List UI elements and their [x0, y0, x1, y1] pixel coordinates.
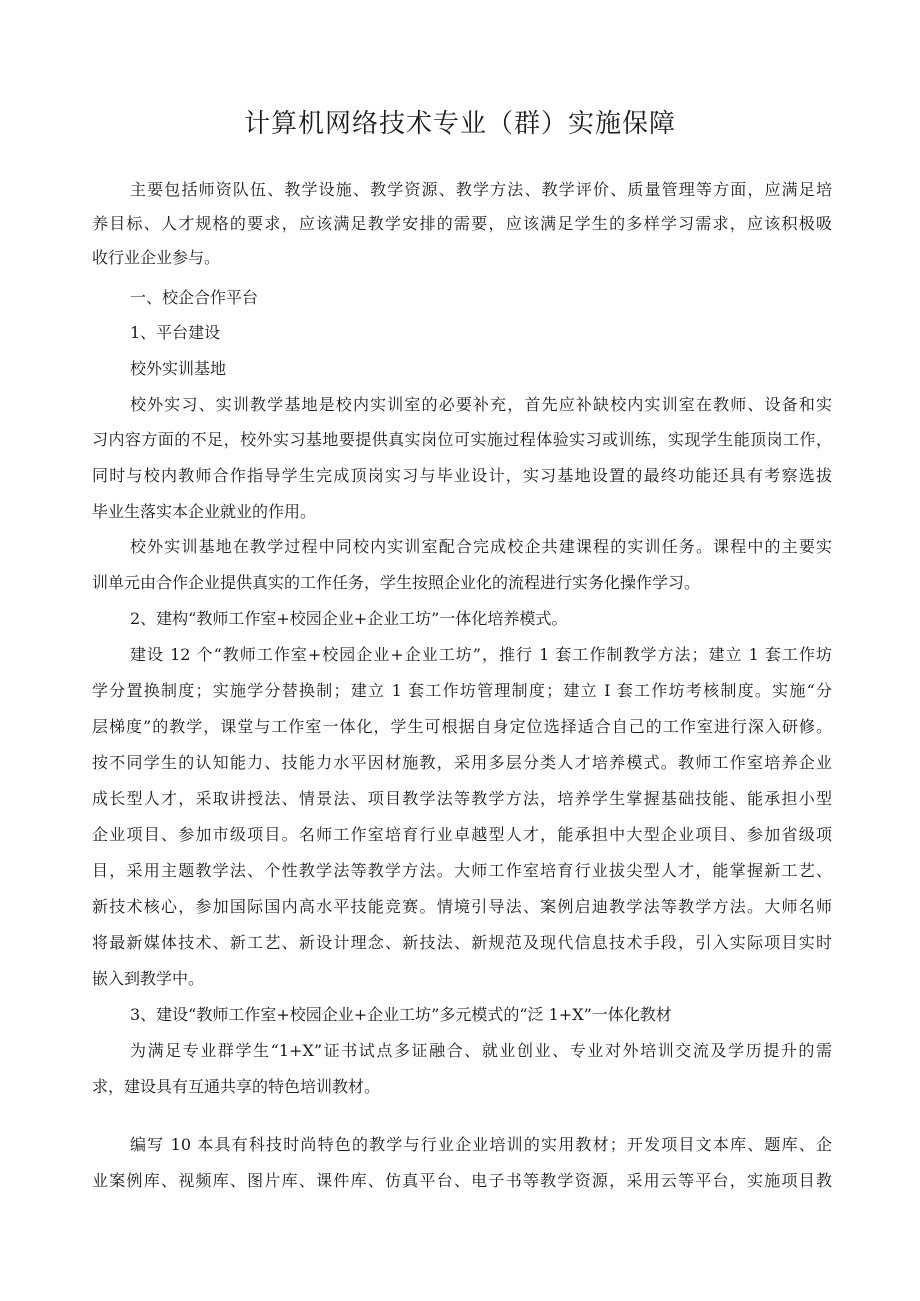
paragraph-line: 主要包括师资队伍、教学设施、教学资源、教学方法、教学评价、质量管理等方面，应满足培 — [130, 180, 832, 199]
paragraph-line: 校外实习、实训教学基地是校内实训室的必要补充，首先应补缺校内实训室在教师、设备和实 — [130, 395, 832, 414]
page-title: 计算机网络技术专业（群）实施保障 — [243, 109, 676, 139]
subheading: 校外实训基地 — [130, 359, 227, 378]
paragraph-line: 企业项目、参加市级项目。名师工作室培育行业卓越型人才，能承担中大型企业项目、参加省级项 — [92, 825, 832, 844]
section-heading: 一、校企合作平台 — [130, 288, 259, 307]
paragraph-line: 毕业生落实本企业就业的作用。 — [92, 502, 317, 521]
paragraph-line: 为满足专业群学生“1+X”证书试点多证融合、就业创业、专业对外培训交流及学历提升的需 — [130, 1041, 832, 1060]
subsection-heading: 1、平台建设 — [130, 323, 221, 342]
paragraph-line: 将最新媒体技术、新工艺、新设计理念、新技法、新规范及现代信息技术手段，引入实际项目实时 — [92, 933, 832, 952]
paragraph-line: 校外实训基地在教学过程中同校内实训室配合完成校企共建课程的实训任务。课程中的主要实 — [130, 537, 832, 556]
paragraph-line: 编写 10 本具有科技时尚特色的教学与行业企业培训的实用教材；开发项目文本库、题库、企 — [130, 1135, 832, 1154]
subsection-heading: 2、建构“教师工作室+校园企业+企业工坊”一体化培养模式。 — [130, 609, 568, 628]
paragraph-line: 新技术核心，参加国际国内高水平技能竞赛。情境引导法、案例启迪教学法等教学方法。大师名师 — [92, 897, 832, 916]
paragraph-line: 收行业企业参与。 — [92, 248, 221, 267]
paragraph-line: 建设 12 个“教师工作室+校园企业+企业工坊”，推行 1 套工作制教学方法；建立 1 套工作坊 — [130, 645, 832, 664]
paragraph-line: 成长型人才，采取讲授法、情景法、项目教学法等教学方法，培养学生掌握基础技能、能承担小型 — [92, 789, 832, 808]
paragraph-line: 目，采用主题教学法、个性教学法等教学方法。大师工作室培育行业拔尖型人才，能掌握新工艺、 — [92, 861, 832, 880]
paragraph-line: 按不同学生的认知能力、技能力水平因材施教，采用多层分类人才培养模式。教师工作室培养企业 — [92, 753, 832, 772]
subsection-heading: 3、建设“教师工作室+校园企业+企业工坊”多元模式的“泛 1+X”一体化教材 — [130, 1005, 672, 1024]
paragraph-line: 学分置换制度；实施学分替换制；建立 1 套工作坊管理制度；建立 I 套工作坊考核制度。实施“分 — [92, 681, 832, 700]
paragraph-line: 训单元由合作企业提供真实的工作任务，学生按照企业化的流程进行实务化操作学习。 — [92, 573, 701, 592]
paragraph-line: 养目标、人才规格的要求，应该满足教学安排的需要，应该满足学生的多样学习需求，应该积极吸 — [92, 214, 832, 233]
paragraph-line: 习内容方面的不足，校外实习基地要提供真实岗位可实施过程体验实习或训练，实现学生能顶岗工作， — [92, 430, 832, 449]
paragraph-line: 层梯度”的教学，课堂与工作室一体化，学生可根据自身定位选择适合自己的工作室进行深入研修。 — [92, 717, 832, 736]
paragraph-line: 同时与校内教师合作指导学生完成顶岗实习与毕业设计，实习基地设置的最终功能还具有考察选拔 — [92, 466, 832, 485]
paragraph-line: 求，建设具有互通共享的特色培训教材。 — [92, 1077, 381, 1096]
paragraph-line: 业案例库、视频库、图片库、课件库、仿真平台、电子书等教学资源，采用云等平台，实施项目教 — [92, 1171, 832, 1190]
paragraph-line: 嵌入到教学中。 — [92, 969, 205, 988]
